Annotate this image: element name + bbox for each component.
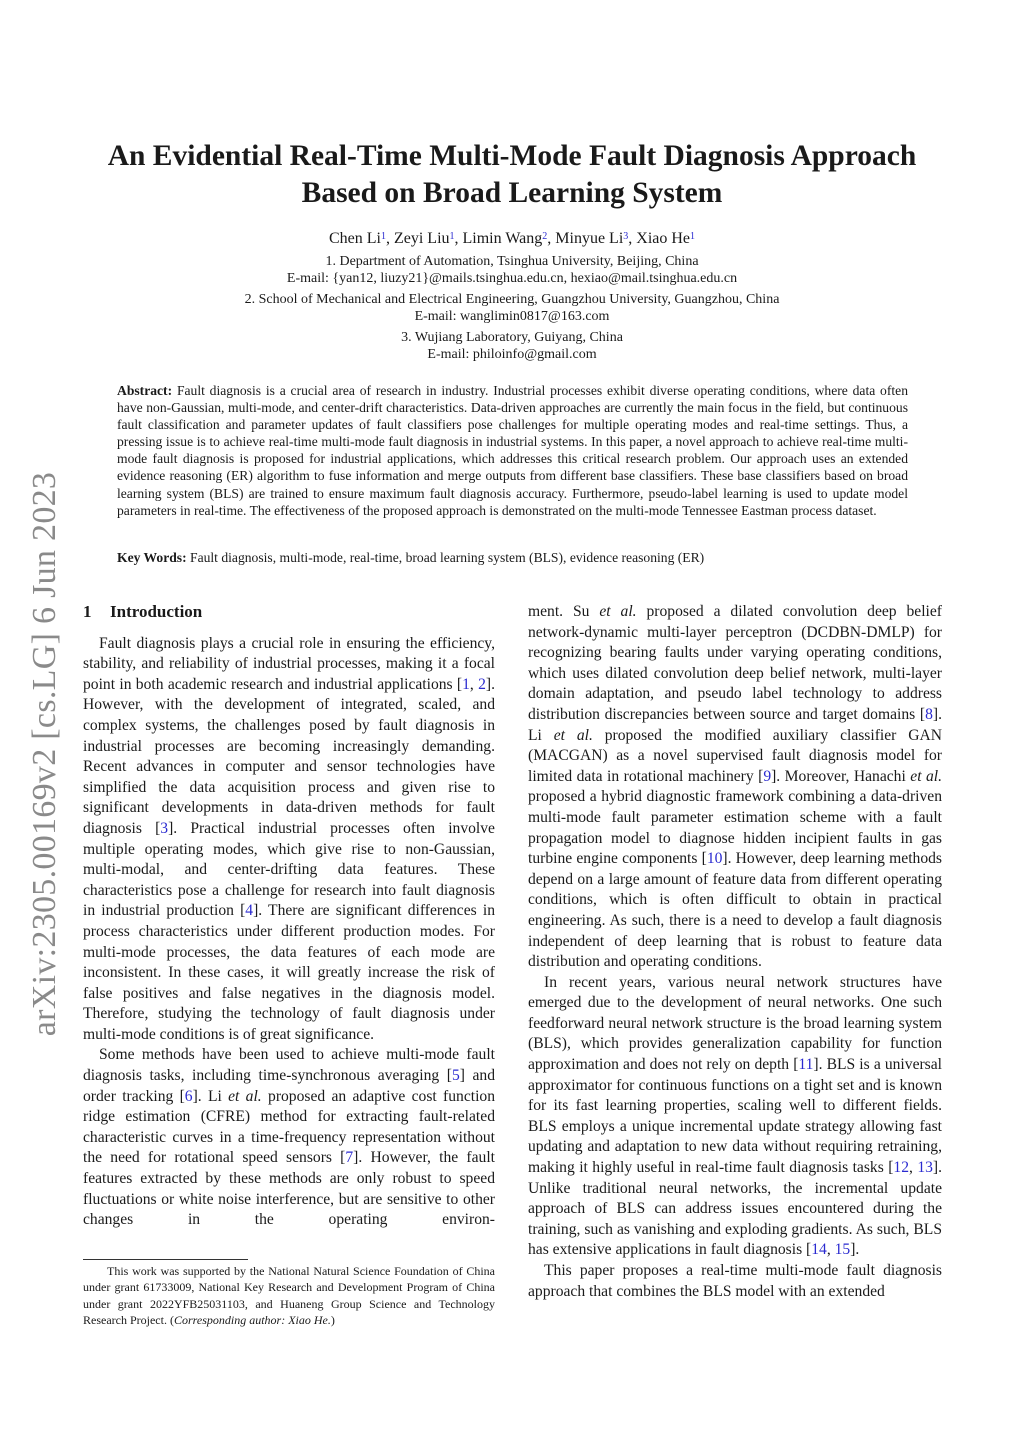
affiliation-name: 1. Department of Automation, Tsinghua University, Beijing, China: [325, 254, 699, 269]
author-name: Minyue Li: [555, 230, 624, 247]
paper-title: [60, 138, 964, 212]
et-al: et al.: [228, 1087, 262, 1105]
citation-link[interactable]: 6: [184, 1087, 193, 1105]
body-paragraph: ment. Su et al. proposed a dilated convolution deep belief network-dynamic multi-layer perceptron (DCDBN-DMLP) for recognizing bearing faults under varying operating conditions, which uses dilated convolution deep belief network, multi-layer domain adaptation, and pseudo label technology to address distribution discrepancies between source and target domains [8]. Li et al. proposed the modified auxiliary classifier GAN (MACGAN) as a novel supervised fault diagnosis model for limited data in rotational machinery [9]. Moreover, Hanachi et al. proposed a hybrid diagnostic framework combining a data-driven multi-mode fault parameter estimation scheme with a fault propagation model to diagnose hidden incipient faults in gas turbine engine components [10]. However, deep learning methods depend on a large amount of feature data from different operating conditions, which is often difficult to obtain in practical engineering. As such, there is a need to develop a fault diagnosis independent of deep learning that is robust to feature data distribution and operating conditions.: [528, 603, 943, 971]
citation-link[interactable]: 1: [462, 675, 470, 693]
author-list: Chen Li$^1$, Zeyi Liu$^1$, Limin Wang$^2$, Minyue Li$^3$, Xiao He$^1$: [328, 230, 696, 247]
affiliation-marker[interactable]: 1: [380, 231, 386, 242]
section-number: 1: [83, 602, 92, 621]
section-heading: [83, 602, 495, 623]
citation-link[interactable]: 10: [706, 850, 723, 868]
abstract-label: Abstract:: [117, 383, 173, 398]
citation-link[interactable]: 13: [917, 1159, 933, 1177]
abstract-text: Fault diagnosis is a crucial area of research in industry. Industrial processes exhibit diverse operating conditions, where data often have non-Gaussian, multi-mode, and center-drift characteristics. Data-driven approaches are currently the main focus in the field, but continuous fault classification and parameter updates of fault classifiers pose challenges for multiple operating modes and real-time settings. Thus, a pressing issue is to achieve real-time multi-mode fault diagnosis in industrial systems. In this paper, a novel approach to achieve real-time multi-mode fault diagnosis is proposed for industrial applications, which addresses this critical research problem. Our approach uses an extended evidence reasoning (ER) algorithm to fuse information and merge outputs from different base classifiers. These base classifiers based on broad learning system (BLS) are trained to ensure maximum fault diagnosis accuracy. Furthermore, pseudo-label learning is used to update model parameters in real-time. The effectiveness of the proposed approach is demonstrated on the multi-mode Tennessee Eastman process dataset.: [117, 383, 908, 518]
citation-link[interactable]: 5: [451, 1067, 460, 1085]
keywords: [117, 549, 908, 566]
body-paragraph: In recent years, various neural network structures have emerged due to the development of neural networks. One such feedforward neural network structure is the broad learning system (BLS), which provides generalization capability for function approximation and does not rely on depth [11]. BLS is a universal approximator for continuous functions on a tight set and is known for its fast learning properties, scaling well to different fields. BLS employs a unique incremental update strategy allowing fast updating and adaptation to new data without requiring retraining, making it highly useful in real-time fault diagnosis tasks [12, 13]. Unlike traditional neural networks, the incremental update approach of BLS can address issues encountered during the training, such as vanishing and exploding gradients. As such, BLS has extensive applications in fault diagnosis [14, 15].: [528, 973, 943, 1259]
right-column: [528, 602, 942, 1302]
citation-link[interactable]: 7: [345, 1149, 354, 1167]
citation-link[interactable]: 3: [160, 819, 169, 837]
affiliation-email: E-mail: {yan12, liuzy21}@mails.tsinghua.edu.cn, hexiao@mail.tsinghua.edu.cn: [286, 271, 738, 286]
footnote-text: This work was supported by the National Natural Science Foundation of China under grant 61733009, National Key Research and Development Program of China under grant 2022YFB25031103, and Huaneng Group Science and Technology Research Project. (Corresponding author: Xiao He.): [83, 1264, 495, 1328]
et-al: et al.: [553, 726, 593, 744]
affiliation-list: [100, 253, 924, 363]
affiliation-marker[interactable]: 1: [449, 231, 455, 242]
section-title: Introduction: [110, 602, 203, 621]
citation-link[interactable]: 12: [893, 1159, 909, 1177]
footnote: [83, 1263, 495, 1329]
left-column: [83, 602, 495, 1231]
arxiv-stamp: arXiv:2305.00169v2 [cs.LG] 6 Jun 2023: [26, 471, 63, 1037]
footnote-rule: [83, 1259, 248, 1260]
author-name: Xiao He: [636, 230, 691, 247]
corresponding-author: Corresponding author: Xiao He.: [173, 1313, 331, 1328]
affiliation-marker[interactable]: 1: [690, 231, 696, 242]
citation-link[interactable]: 14: [811, 1241, 827, 1259]
author-name: Chen Li: [328, 230, 381, 247]
body-paragraph: This paper proposes a real-time multi-mode fault diagnosis approach that combines the BLS model with an extended: [528, 1262, 942, 1300]
affiliation-email: E-mail: wanglimin0817@163.com: [414, 309, 610, 324]
affiliation-name: 2. School of Mechanical and Electrical Engineering, Guangzhou University, Guangzhou, China: [244, 292, 780, 307]
citation-link[interactable]: 2: [478, 675, 486, 693]
author-block: [100, 229, 924, 363]
affiliation-marker[interactable]: 3: [623, 231, 629, 242]
citation-link[interactable]: 11: [798, 1056, 814, 1074]
right-body: [528, 602, 942, 1302]
keywords-label: Key Words:: [117, 550, 187, 565]
keywords-text: Fault diagnosis, multi-mode, real-time, broad learning system (BLS), evidence reasoning (ER): [190, 550, 705, 565]
affiliation: [100, 329, 924, 363]
author-name: Limin Wang: [462, 230, 543, 247]
citation-link[interactable]: 4: [245, 902, 254, 920]
affiliation-email: E-mail: philoinfo@gmail.com: [427, 347, 597, 362]
body-paragraph: Fault diagnosis plays a crucial role in ensuring the efficiency, stability, and reliability of industrial processes, making it a focal point in both academic research and industrial applications [1, 2]. However, with the development of integrated, scaled, and complex systems, the challenges posed by fault diagnosis in industrial processes are becoming increasingly demanding. Recent advances in computer and sensor technologies have simplified the data acquisition process and given rise to significant developments in data-driven methods for fault diagnosis [3]. Practical industrial processes often involve multiple operating modes, which give rise to non-Gaussian, multi-modal, and center-drifting data features. These characteristics pose a challenge for research into fault diagnosis in industrial production [4]. There are significant differences in process characteristics under different production modes. For multi-mode processes, the data features of each mode are inconsistent. In these cases, it will greatly increase the risk of false positives and false negatives in the diagnosis model. Therefore, studying the technology of fault diagnosis under multi-mode conditions is of great significance.: [83, 634, 496, 1043]
author-name: Zeyi Liu: [393, 230, 450, 247]
affiliation-name: 3. Wujiang Laboratory, Guiyang, China: [401, 330, 623, 345]
affiliation: [100, 291, 924, 325]
citation-link[interactable]: 9: [763, 767, 772, 785]
title-line-2: Based on Broad Learning System: [301, 177, 723, 209]
affiliation-marker[interactable]: 2: [542, 231, 548, 242]
abstract: [117, 382, 908, 519]
citation-link[interactable]: 15: [834, 1241, 851, 1259]
affiliation: [100, 253, 924, 287]
title-line-1: An Evidential Real-Time Multi-Mode Fault Diagnosis Approach: [107, 140, 917, 172]
body-paragraph: Some methods have been used to achieve multi-mode fault diagnosis tasks, including time-synchronous averaging [5] and order tracking [6]. Li et al. proposed an adaptive cost function ridge estimation (CFRE) method for extracting fault-related characteristic curves in a time-frequency representation without the need for rotational speed sensors [7]. However, the fault features extracted by these methods are only robust to speed fluctuations or white noise interference, but are sensitive to other changes in the operating environ-: [83, 1046, 495, 1229]
et-al: et al.: [910, 767, 943, 785]
citation-link[interactable]: 8: [925, 705, 933, 723]
et-al: et al.: [599, 603, 637, 620]
left-body: [83, 634, 495, 1231]
